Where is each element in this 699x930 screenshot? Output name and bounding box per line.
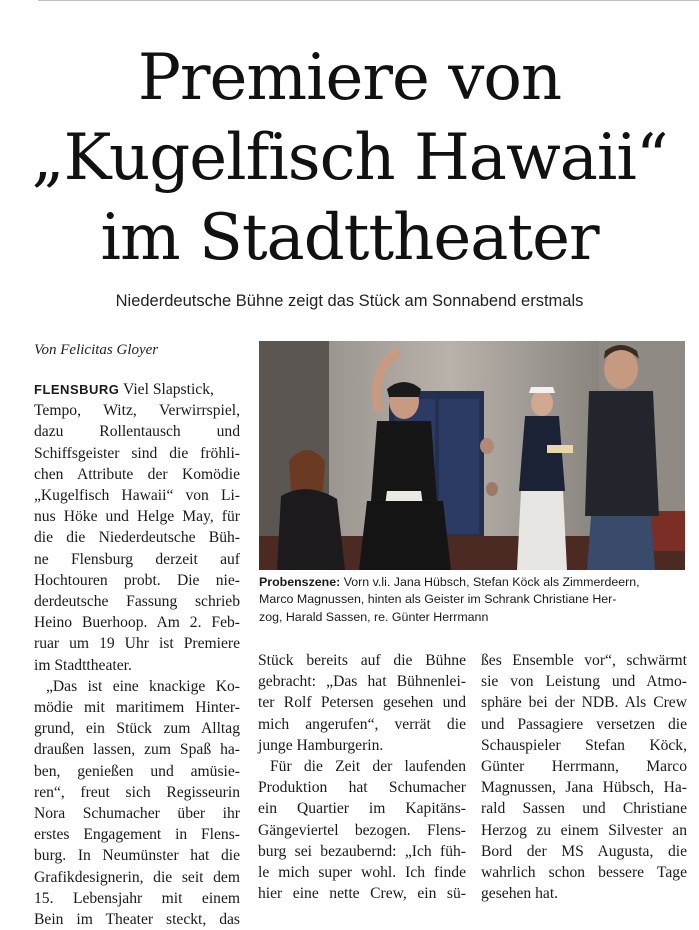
text-line: ren“, freut sich Regisseurin <box>34 783 240 801</box>
subheadline: Niederdeutsche Bühne zeigt das Stück am Sonnabend erstmals <box>115 292 584 310</box>
text-line: gebracht: „Das hat Bühnenlei- <box>258 673 466 691</box>
caption-line-1 <box>259 574 689 591</box>
text-line: Grafikdesignerin, die seit dem <box>34 868 240 886</box>
text-line: Stück bereits auf die Bühne <box>258 652 466 669</box>
text-line: erstes Engagement in Flens- <box>34 826 240 844</box>
text-line: ter Rolf Petersen gesehen und <box>258 694 466 712</box>
text-line: im Stadttheater. <box>34 656 132 674</box>
text-line: ein Quartier im Kapitäns- <box>258 800 466 818</box>
article-column-2 <box>258 650 466 904</box>
caption-text: Vorn v.li. Jana Hübsch, Stefan Köck als Zimmerdeern, <box>343 575 640 589</box>
text-line: und Passagiere versetzen die <box>481 715 687 733</box>
text-line: Hochtouren probt. Die nie- <box>34 571 240 589</box>
dateline: FLENSBURG <box>34 382 120 397</box>
text-line: 15. Lebensjahr mit einem <box>34 889 240 907</box>
headline-line-2: „Kugelfisch Hawaii“ <box>31 121 668 195</box>
photo-caption <box>259 574 689 626</box>
text-line: Herzog zu einem Silvester an <box>481 821 687 839</box>
text-line: Gängeviertel bezogen. Flens- <box>258 821 466 839</box>
text-line: burg sei bezaubernd: „Ich füh- <box>258 842 466 860</box>
text-line: rald Sassen und Christiane <box>481 800 687 818</box>
article-column-3 <box>481 650 687 904</box>
text-line: Günter Herrmann, Marco <box>481 758 687 776</box>
text-line: die die Niederdeutsche Büh- <box>34 529 240 547</box>
text-line: grund, ein Stück zum Alltag <box>34 720 240 738</box>
text-line: mödie mit maritimem Hinter- <box>34 699 240 717</box>
text-line: „Das ist eine knackige Ko- <box>46 677 240 695</box>
text-line: ruar um 19 Uhr ist Premiere <box>34 635 240 653</box>
text-line: ßes Ensemble vor“, schwärmt <box>481 652 687 669</box>
text-line: ne Flensburg derzeit auf <box>34 550 240 568</box>
caption-line-3: zog, Harald Sassen, re. Günter Herrmann <box>259 609 489 624</box>
text-line: chen Attribute der Komödie <box>34 465 240 483</box>
text-line: Schauspieler Stefan Köck, <box>481 736 687 754</box>
text-line: Heino Buerhoop. Am 2. Feb- <box>34 614 240 632</box>
text-line: Bein im Theater steckt, das <box>34 911 240 929</box>
headline <box>0 38 699 278</box>
text-line: Nora Schumacher über ihr <box>34 805 240 823</box>
text-line: dazu Rollentausch und <box>34 423 240 441</box>
text-line: burg. In Neumünster hat die <box>34 847 240 865</box>
text-line: derdeutsche Fassung schrieb <box>34 593 240 611</box>
text-line: „Kugelfisch Hawaii“ von Li- <box>34 487 240 505</box>
text-line: draußen lassen, zum Spaß ha- <box>34 741 240 759</box>
first-line-text: Viel Slapstick, <box>123 381 214 398</box>
rehearsal-photo <box>259 341 685 570</box>
article-column-1 <box>34 379 240 930</box>
text-line: Schiffsgeister sind die fröhli- <box>34 444 240 462</box>
byline: Von Felicitas Gloyer <box>34 342 159 358</box>
text-line: hier eine nette Crew, ein sü- <box>258 885 466 903</box>
text-line: gesehen hat. <box>481 885 559 903</box>
caption-lead: Probenszene: <box>259 575 341 589</box>
text-line: Für die Zeit der laufenden <box>270 758 466 776</box>
text-line: mich angerufen“, verrät die <box>258 715 466 733</box>
text-line: ben, genießen und amüsie- <box>34 762 240 780</box>
text-line: junge Hamburgerin. <box>258 736 384 754</box>
headline-line-1: Premiere von <box>137 41 562 115</box>
text-line: Bord der MS Augusta, die <box>481 842 687 860</box>
text-line: sie von Leistung und Atmo- <box>481 673 687 691</box>
first-line <box>34 379 240 400</box>
text-line: nus Höke und Helge May, für <box>34 508 240 526</box>
text-line: wahrlich schon bessere Tage <box>481 864 687 882</box>
headline-line-3: im Stadttheater <box>100 201 599 275</box>
top-rule <box>38 0 699 1</box>
text-line: Produktion hat Schumacher <box>258 779 466 797</box>
text-line: le mich super wohl. Ich finde <box>258 864 466 882</box>
rehearsal-scene-image <box>259 341 685 570</box>
text-line: Magnussen, Jana Hübsch, Ha- <box>481 779 687 797</box>
text-line: Tempo, Witz, Verwirrspiel, <box>34 402 240 420</box>
text-line: sphäre bei der NDB. Als Crew <box>481 694 687 712</box>
caption-line-2: Marco Magnussen, hinten als Geister im Schrank Christiane Her- <box>259 592 617 607</box>
